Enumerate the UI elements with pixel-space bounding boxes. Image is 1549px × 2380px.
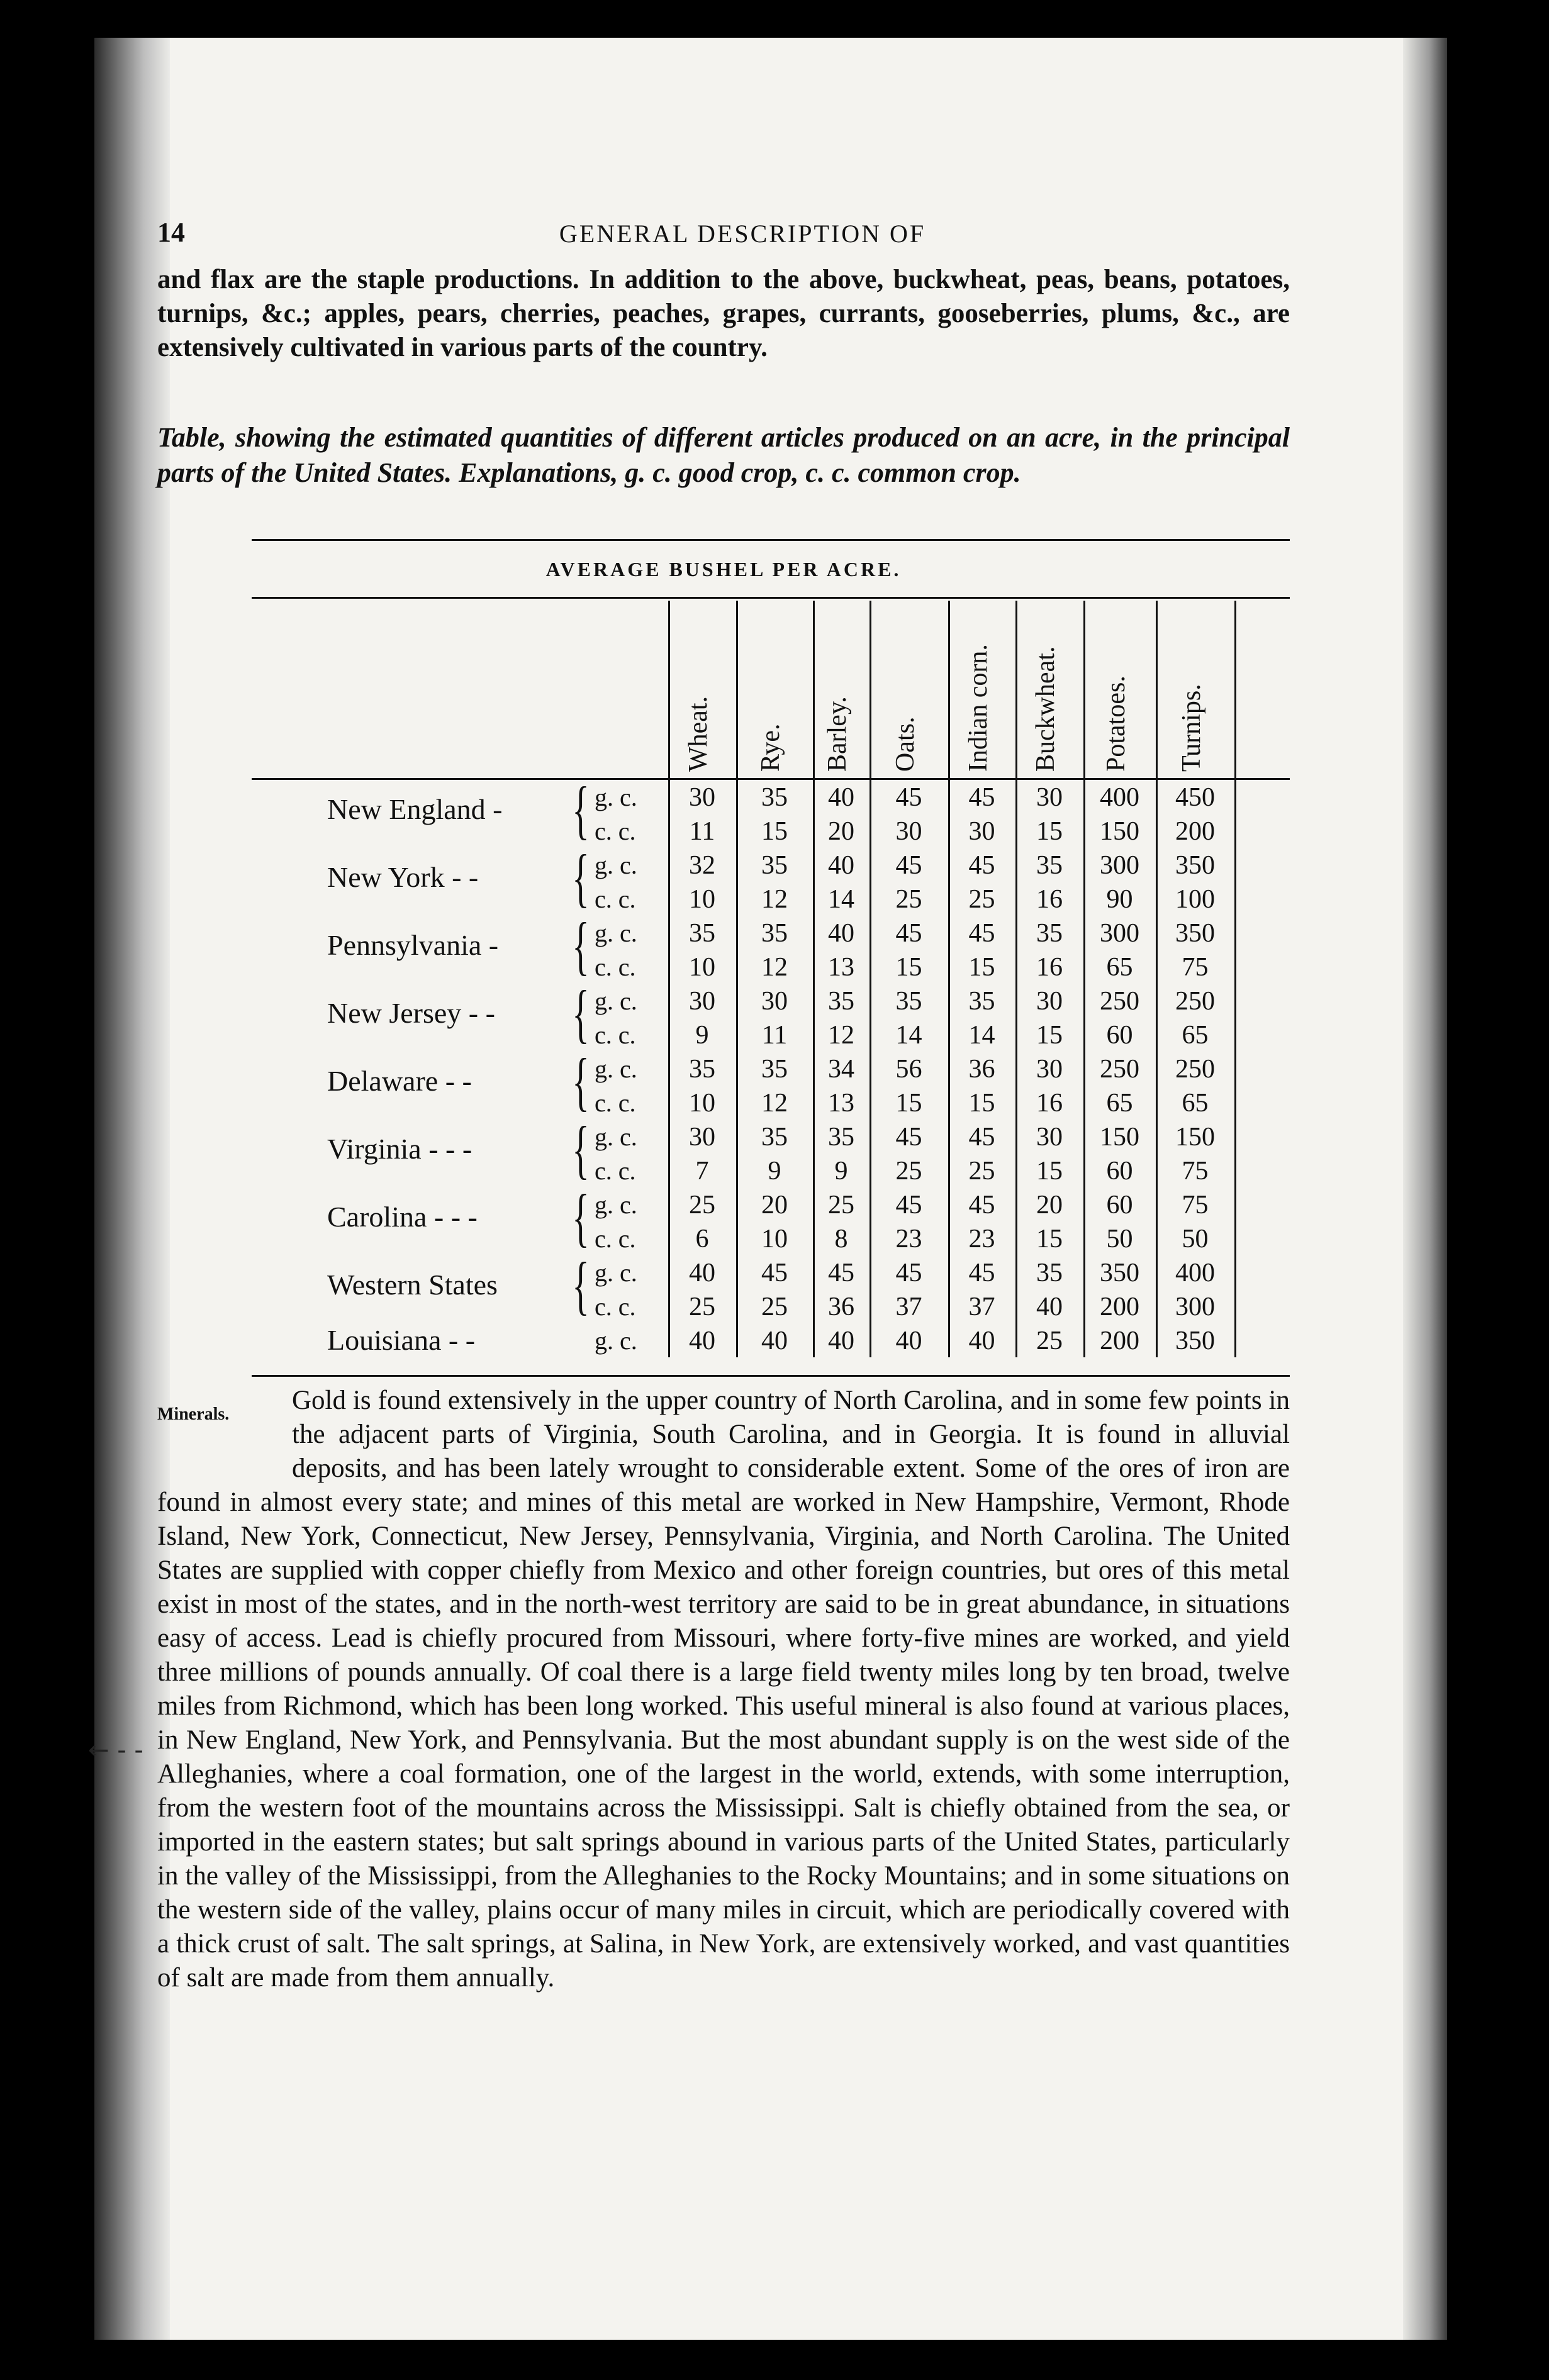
table-cell: 45 (968, 1191, 995, 1220)
brace-glyph: { (572, 774, 590, 846)
table-cell: 12 (761, 953, 788, 982)
table-cell: 45 (895, 783, 922, 812)
table-cell: 400 (1175, 1259, 1215, 1287)
column-header-label: Oats. (891, 716, 920, 772)
table-cell: 450 (1175, 783, 1215, 812)
column-header-label: Potatoes. (1102, 676, 1131, 772)
table-cell: 14 (968, 1021, 995, 1050)
region-name: New Jersey - - (327, 997, 495, 1029)
table-heading: AVERAGE BUSHEL PER ACRE. (545, 558, 902, 581)
table-cell: 14 (828, 885, 854, 914)
table-cell: 15 (761, 817, 788, 846)
crop-quality: c. c. (595, 1293, 636, 1321)
table-cell: 7 (695, 1157, 709, 1186)
table-cell: 20 (828, 817, 854, 846)
table-cell: 35 (1036, 919, 1063, 948)
table-cell: 10 (689, 953, 715, 982)
table-cell: 15 (968, 953, 995, 982)
table-cell: 15 (895, 1089, 922, 1118)
header-top-rule (252, 597, 1290, 599)
margin-arrow-mark: ← - - (88, 1736, 143, 1765)
table-cell: 35 (689, 1055, 715, 1084)
table-cell: 36 (828, 1293, 854, 1321)
table-cell: 45 (761, 1259, 788, 1287)
table-cell: 65 (1106, 953, 1133, 982)
table-cell: 30 (1036, 1055, 1063, 1084)
table-cell: 12 (828, 1021, 854, 1050)
table-cell: 12 (761, 885, 788, 914)
table-cell: 30 (689, 1123, 715, 1152)
table-cell: 45 (968, 1123, 995, 1152)
table-cell: 60 (1106, 1021, 1133, 1050)
table-cell: 35 (895, 987, 922, 1016)
crop-quality: c. c. (595, 1021, 636, 1049)
table-cell: 16 (1036, 885, 1063, 914)
brace-glyph: { (572, 977, 590, 1050)
crop-quality: c. c. (595, 1089, 636, 1117)
minerals-paragraph: Gold is found extensively in the upper country of North Carolina, and in some few points in the adjacent parts of Virginia, South Carolina, and in Georgia. It is found in alluvial deposits, and has been lately wrought to considerable extent. Some of the ores of iron are found in almost every state; and mines of this metal are worked in New Hampshire, Vermont, Rhode Island, New York, Connecticut, New Jersey, Pennsylvania, Virginia, and North Carolina. The United States are supplied with copper chiefly from Mexico and other foreign countries, but ores of this metal exist in most of the states, and in the north-west territory are said to be in great abundance, in situations easy of access. Lead is chiefly procured from Missouri, where forty-five mines are worked, and yield three millions of pounds annually. Of coal there is a large field twenty miles long by ten broad, twelve miles from Richmond, which has been long worked. This useful mineral is also found at various places, in New England, New York, and Pennsylvania. But the most abundant supply is on the west side of the Alleghanies, where a coal formation, one of the largest in the world, extends, with some interruption, from the western foot of the mountains across the Mississippi. Salt is chiefly obtained from the sea, or imported in the eastern states; but salt springs abound in various parts of the United States, particularly in the valley of the Mississippi, from the Alleghanies to the Rocky Mountains; and in some situations on the western side of the valley, plains occur of many miles in circuit, which are periodically covered with a thick crust of salt. The salt springs, at Salina, in New York, are extensively worked, and vast quantities of salt are made from them annually. (157, 1386, 1290, 1993)
region-name: Virginia - - - (327, 1133, 473, 1165)
region-name: New England - (327, 793, 503, 825)
table-cell: 35 (761, 851, 788, 880)
table-cell: 40 (689, 1259, 715, 1287)
table-cell: 45 (968, 919, 995, 948)
table-cell: 30 (761, 987, 788, 1016)
table-cell: 40 (689, 1326, 715, 1355)
column-header-label: Rye. (756, 723, 785, 772)
table-cell: 10 (689, 1089, 715, 1118)
table-cell: 45 (895, 851, 922, 880)
table-cell: 23 (895, 1225, 922, 1254)
table-cell: 65 (1182, 1089, 1209, 1118)
minerals-section (157, 1384, 1290, 1995)
table-cell: 13 (828, 953, 854, 982)
table-cell: 200 (1175, 817, 1215, 846)
table-cell: 45 (895, 1123, 922, 1152)
table-cell: 150 (1175, 1123, 1215, 1152)
table-cell: 15 (968, 1089, 995, 1118)
table-cell: 16 (1036, 953, 1063, 982)
table-cell: 15 (1036, 817, 1063, 846)
table-cell: 45 (828, 1259, 854, 1287)
crop-quality: g. c. (595, 919, 637, 947)
table-cell: 8 (834, 1225, 848, 1254)
table-cell: 45 (968, 1259, 995, 1287)
table-cell: 250 (1100, 987, 1139, 1016)
crop-quality: c. c. (595, 885, 636, 913)
table-cell: 65 (1106, 1089, 1133, 1118)
table-cell: 250 (1175, 987, 1215, 1016)
table-cell: 40 (761, 1326, 788, 1355)
table-cell: 40 (828, 919, 854, 948)
crop-quality: c. c. (595, 1225, 636, 1253)
crop-quality: c. c. (595, 953, 636, 981)
table-cell: 23 (968, 1225, 995, 1254)
brace-glyph: { (572, 1045, 590, 1118)
table-cell: 45 (968, 783, 995, 812)
table-cell: 30 (895, 817, 922, 846)
table-cell: 300 (1100, 851, 1139, 880)
table-cell: 25 (689, 1191, 715, 1220)
table-cell: 30 (1036, 987, 1063, 1016)
table-cell: 40 (895, 1326, 922, 1355)
table-caption: Table, showing the estimated quantities of different articles produced on an acre, in the principal parts of the United States. Explanations, g. c. good crop, c. c. common crop. (157, 422, 1290, 488)
table-cell: 11 (689, 817, 715, 846)
table-cell: 90 (1106, 885, 1133, 914)
table-cell: 11 (761, 1021, 788, 1050)
table-cell: 10 (689, 885, 715, 914)
table-cell: 10 (761, 1225, 788, 1254)
region-name: New York - - (327, 861, 479, 893)
table-cell: 45 (895, 1191, 922, 1220)
table-cell: 350 (1100, 1259, 1139, 1287)
table-cell: 6 (695, 1225, 709, 1254)
table-cell: 37 (895, 1293, 922, 1321)
table-cell: 15 (1036, 1157, 1063, 1186)
table-cell: 45 (968, 851, 995, 880)
table-cell: 15 (1036, 1225, 1063, 1254)
table-cell: 45 (895, 919, 922, 948)
brace-glyph: { (572, 909, 590, 982)
table-cell: 300 (1100, 919, 1139, 948)
table-cell: 60 (1106, 1157, 1133, 1186)
page-number: 14 (157, 217, 185, 248)
table-cell: 250 (1175, 1055, 1215, 1084)
brace-glyph: { (572, 1249, 590, 1321)
column-header-label: Buckwheat. (1031, 646, 1060, 772)
column-header-label: Barley. (823, 696, 852, 772)
table-cell: 200 (1100, 1293, 1139, 1321)
column-header-label: Wheat. (684, 696, 713, 772)
table-cell: 25 (1036, 1326, 1063, 1355)
crop-quality: g. c. (595, 783, 637, 811)
table-cell: 35 (761, 783, 788, 812)
table-cell: 36 (968, 1055, 995, 1084)
table-cell: 13 (828, 1089, 854, 1118)
table-cell: 35 (761, 1055, 788, 1084)
table-cell: 40 (828, 1326, 854, 1355)
table-cell: 35 (828, 987, 854, 1016)
crop-quality: c. c. (595, 817, 636, 845)
column-header-label: Indian corn. (964, 644, 993, 772)
table-cell: 40 (828, 851, 854, 880)
intro-paragraph: and flax are the staple productions. In addition to the above, buckwheat, peas, beans, potatoes, turnips, &c.; apples, pears, cherries, peaches, grapes, currants, gooseberries, plums, &c., are extensively cultivated in various parts of the country. (157, 265, 1290, 362)
table-cell: 25 (895, 1157, 922, 1186)
table-cell: 35 (761, 1123, 788, 1152)
table-cell: 9 (834, 1157, 848, 1186)
table-cell: 34 (828, 1055, 854, 1084)
table-cell: 40 (828, 783, 854, 812)
region-name: Western States (327, 1269, 498, 1301)
region-name: Pennsylvania - (327, 929, 499, 961)
table-cell: 100 (1175, 885, 1215, 914)
table-cell: 14 (895, 1021, 922, 1050)
crop-quality: g. c. (595, 1123, 637, 1151)
table-cell: 30 (689, 783, 715, 812)
table-cell: 150 (1100, 817, 1139, 846)
table-cell: 250 (1100, 1055, 1139, 1084)
table-cell: 150 (1100, 1123, 1139, 1152)
running-head (157, 216, 1290, 254)
table-cell: 350 (1175, 851, 1215, 880)
table-cell: 37 (968, 1293, 995, 1321)
table-cell: 35 (689, 919, 715, 948)
table-cell: 25 (968, 885, 995, 914)
table-cell: 15 (895, 953, 922, 982)
table-cell: 50 (1182, 1225, 1209, 1254)
minerals-side-label: Minerals. (157, 1404, 230, 1424)
table-cell: 300 (1175, 1293, 1215, 1321)
caption-rule (252, 539, 1290, 541)
table-cell: 65 (1182, 1021, 1209, 1050)
table-cell: 45 (895, 1259, 922, 1287)
table-cell: 30 (1036, 1123, 1063, 1152)
table-cell: 50 (1106, 1225, 1133, 1254)
table-cell: 75 (1182, 953, 1209, 982)
brace-glyph: { (572, 842, 590, 914)
table-cell: 200 (1100, 1326, 1139, 1355)
crop-quality: g. c. (595, 1326, 637, 1355)
header-bottom-rule (252, 778, 1290, 780)
table-cell: 35 (828, 1123, 854, 1152)
crop-quality: g. c. (595, 1055, 637, 1083)
table-cell: 350 (1175, 919, 1215, 948)
crop-quality: g. c. (595, 1191, 637, 1219)
table-cell: 20 (1036, 1191, 1063, 1220)
table-cell: 25 (968, 1157, 995, 1186)
table-bottom-rule (252, 1375, 1290, 1377)
column-header-label: Turnips. (1177, 684, 1206, 772)
table-cell: 400 (1100, 783, 1139, 812)
table-cell: 35 (1036, 851, 1063, 880)
table-cell: 20 (761, 1191, 788, 1220)
table-cell: 16 (1036, 1089, 1063, 1118)
table-cell: 30 (689, 987, 715, 1016)
region-name: Carolina - - - (327, 1201, 478, 1233)
brace-glyph: { (572, 1113, 590, 1186)
table-cell: 60 (1106, 1191, 1133, 1220)
table-cell: 12 (761, 1089, 788, 1118)
table-cell: 25 (689, 1293, 715, 1321)
table-cell: 40 (1036, 1293, 1063, 1321)
table-cell: 15 (1036, 1021, 1063, 1050)
crop-quality: c. c. (595, 1157, 636, 1185)
table-cell: 75 (1182, 1191, 1209, 1220)
crop-quality: g. c. (595, 987, 637, 1015)
table-cell: 35 (968, 987, 995, 1016)
table-cell: 56 (895, 1055, 922, 1084)
region-name: Louisiana - - (327, 1324, 476, 1356)
column-divider (1234, 601, 1236, 1357)
table-cell: 25 (895, 885, 922, 914)
table-cell: 32 (689, 851, 715, 880)
running-head-title: GENERAL DESCRIPTION OF (559, 220, 926, 248)
table-cell: 25 (761, 1293, 788, 1321)
table-cell: 40 (968, 1326, 995, 1355)
table-cell: 30 (1036, 783, 1063, 812)
table-cell: 75 (1182, 1157, 1209, 1186)
page-edge-shadow (1403, 38, 1447, 2340)
crop-quality: g. c. (595, 1259, 637, 1287)
table-cell: 9 (695, 1021, 709, 1050)
table-cell: 25 (828, 1191, 854, 1220)
region-name: Delaware - - (327, 1065, 472, 1097)
crop-quality: g. c. (595, 851, 637, 879)
brace-glyph: { (572, 1181, 590, 1254)
table-cell: 30 (968, 817, 995, 846)
table-cell: 350 (1175, 1326, 1215, 1355)
table-cell: 35 (1036, 1259, 1063, 1287)
table-cell: 9 (768, 1157, 781, 1186)
table-cell: 35 (761, 919, 788, 948)
